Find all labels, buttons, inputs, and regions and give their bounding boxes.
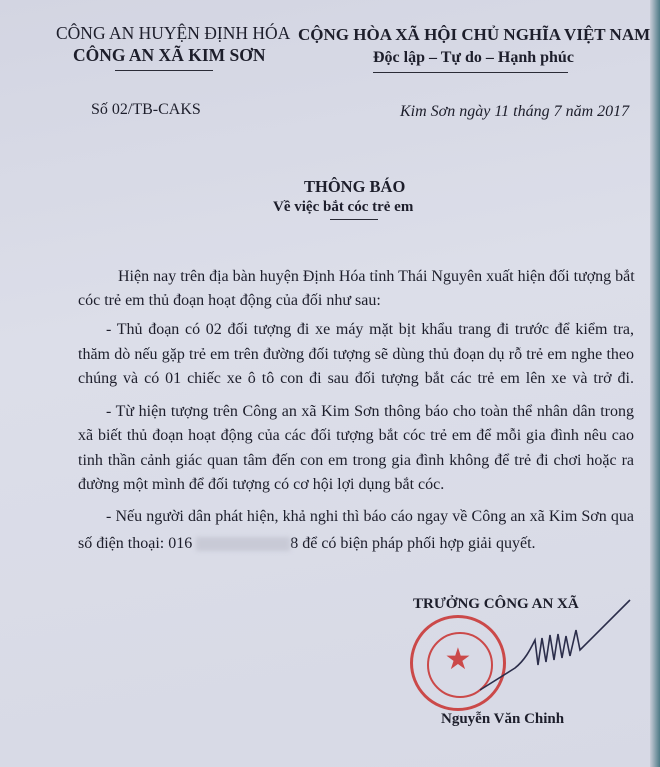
document-number: Số 02/TB-CAKS (91, 101, 201, 118)
body-line: Hiện nay trên địa bàn huyện Định Hóa tỉnh Thái Nguyên xuất hiện đối tượng bắt (118, 268, 635, 285)
body-line: - Từ hiện tượng trên Công an xã Kim Sơn thông báo cho toàn thể nhân dân trong (106, 403, 634, 420)
body-line: cóc trẻ em thủ đoạn hoạt động của đối như sau: (78, 292, 381, 309)
body-line: - Nếu người dân phát hiện, khả nghi thì báo cáo ngay về Công an xã Kim Sơn qua (106, 508, 634, 525)
phone-line (78, 535, 634, 553)
redacted-phone (196, 537, 290, 551)
body-line: - Thủ đoạn có 02 đối tượng đi xe máy mặt bịt khẩu trang đi trước để kiểm tra, (106, 321, 634, 338)
body-line: đường một mình để đối tượng có cơ hội lợi dụng bắt cóc. (78, 476, 445, 493)
body-line: chúng và có 01 chiếc xe ô tô con đi sau đối tượng bắt các trẻ em lên xe và trở đi. (78, 370, 634, 387)
signer-position: TRƯỞNG CÔNG AN XÃ (413, 596, 579, 612)
issuer-parent: CÔNG AN HUYỆN ĐỊNH HÓA (56, 23, 291, 43)
national-motto: Độc lập – Tự do – Hạnh phúc (373, 49, 574, 66)
body-line: tinh thần cảnh giác quan tâm đến con em trong gia đình không để trẻ đi chơi hoặc ra (78, 452, 634, 469)
phone-suffix: 8 để có biện pháp phối hợp giải quyết. (290, 535, 536, 552)
issuer-underline (115, 70, 213, 71)
document-title: THÔNG BÁO (304, 177, 406, 196)
signer-name: Nguyễn Văn Chinh (441, 711, 565, 727)
place-date: Kim Sơn ngày 11 tháng 7 năm 2017 (400, 103, 630, 120)
document-subtitle: Về việc bắt cóc trẻ em (273, 199, 414, 215)
star-icon: ★ (444, 643, 472, 676)
phone-prefix: số điện thoại: 016 (78, 535, 193, 552)
issuer: CÔNG AN XÃ KIM SƠN (73, 45, 266, 65)
body-line: thăm dò nếu gặp trẻ em trên đường đối tượng sẽ dùng thủ đoạn dụ rỗ trẻ em nghe theo (78, 346, 634, 363)
subtitle-underline (330, 219, 378, 220)
body-line: xã biết thủ đoạn hoạt động của các đối tượng bắt cóc trẻ em để mỗi gia đình nêu cao (78, 427, 634, 444)
national-title: CỘNG HÒA XÃ HỘI CHỦ NGHĨA VIỆT NAM (298, 25, 651, 44)
motto-underline (373, 72, 568, 73)
handwritten-signature (420, 590, 660, 700)
